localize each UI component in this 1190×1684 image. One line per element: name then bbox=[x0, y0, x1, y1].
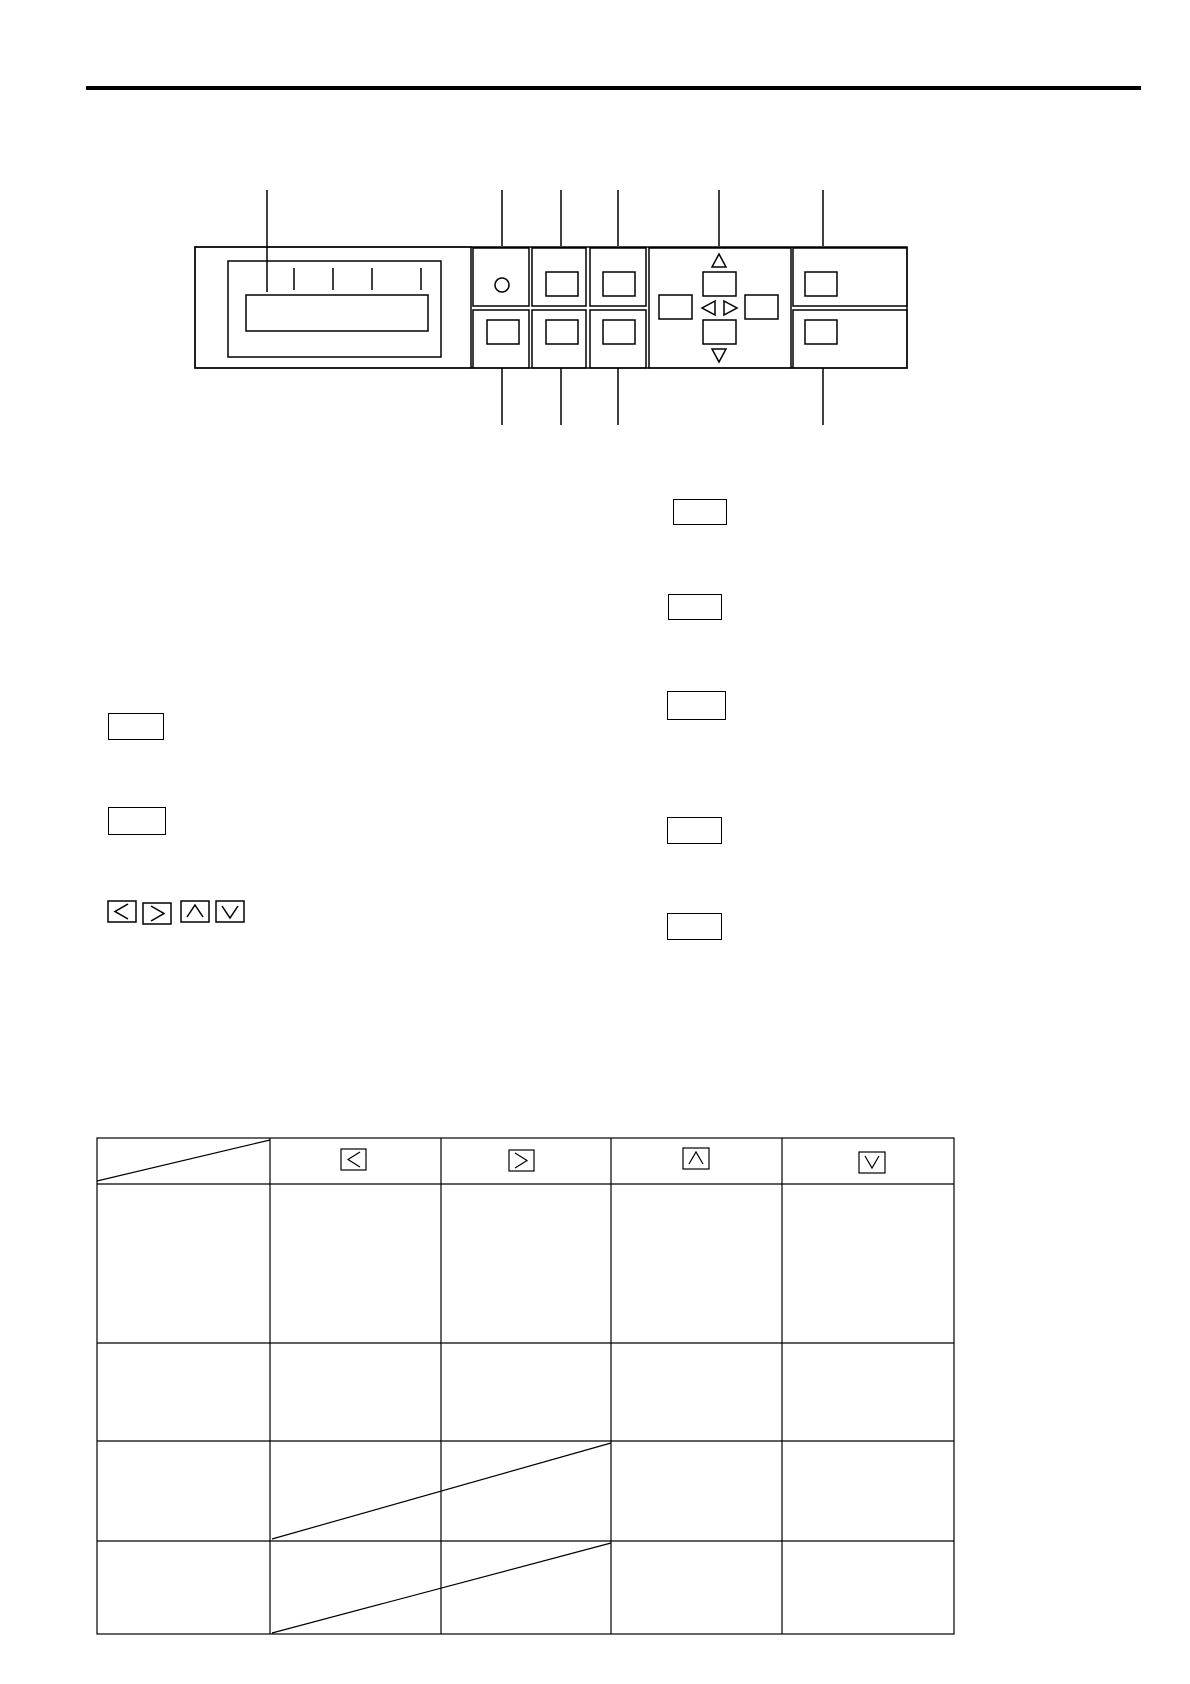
header-corner-diagonal bbox=[97, 1140, 270, 1181]
table-header-down-arrow-icon bbox=[865, 1156, 879, 1168]
table-header-up-arrow-icon bbox=[689, 1152, 703, 1164]
table-header-left-arrow-icon bbox=[348, 1152, 360, 1167]
table-header-right-arrow-icon bbox=[515, 1153, 527, 1168]
table-outline bbox=[97, 1138, 954, 1634]
